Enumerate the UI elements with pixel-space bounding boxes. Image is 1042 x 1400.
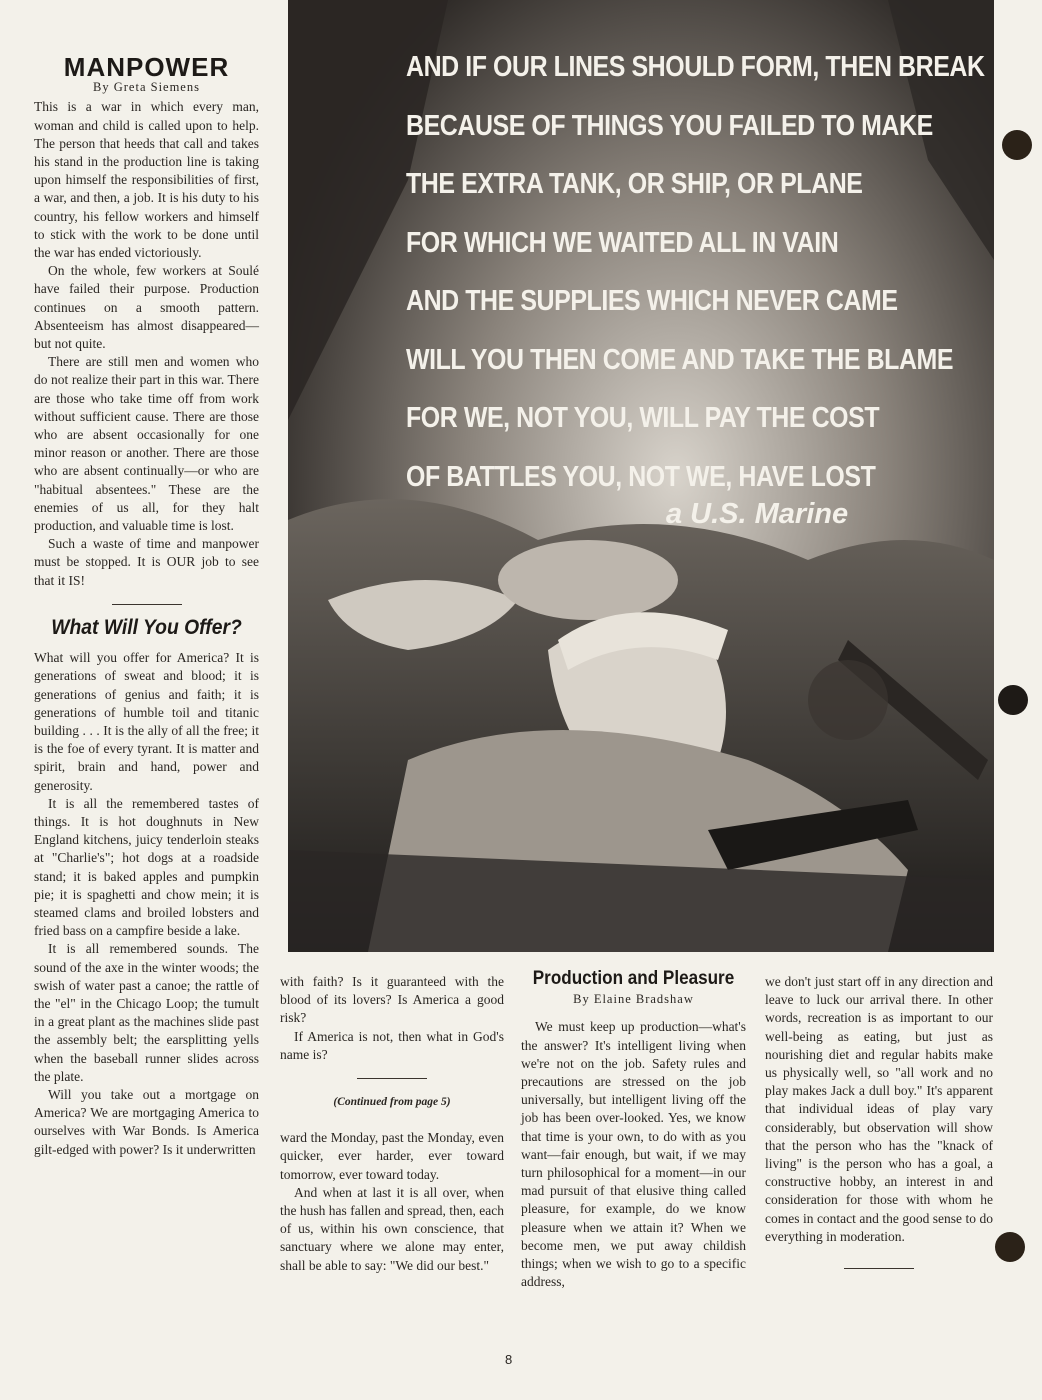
manpower-paragraph: On the whole, few workers at Soulé have failed their purpose. Production continues on a smooth pattern. Absenteeism has almost disappeared—but not quite. bbox=[34, 263, 259, 352]
poem-line: AND THE SUPPLIES WHICH NEVER CAME bbox=[406, 285, 898, 317]
right-column bbox=[765, 973, 993, 1283]
production-column bbox=[521, 970, 746, 1291]
binder-hole bbox=[1002, 130, 1032, 160]
production-title: Production and Pleasure bbox=[532, 968, 735, 989]
manpower-byline: By Greta Siemens bbox=[93, 80, 200, 95]
poem-line: OF BATTLES YOU, NOT WE, HAVE LOST bbox=[406, 460, 876, 493]
continued-label: (Continued from page 5) bbox=[333, 1096, 451, 1109]
offer-title: What Will You Offer? bbox=[51, 615, 242, 639]
offer-paragraph: If America is not, then what in God's name is? bbox=[280, 1028, 504, 1062]
manpower-paragraph: There are still men and women who do not realize their part in this war. There are those who take time off from work without sufficient cause. There are those who are absent occasionally for one minor reason or another. There are those who are absent continually—or who are "habitual absentees." These are the enemies of us all, for they halt production, and valuable time is lost. bbox=[34, 354, 259, 534]
production-paragraph: we don't just start off in any direction and leave to luck our arrival there. In other words, recreation is as important to our well-being as eating, but just as nourishing diet and regular habits make us physically well, so "all work and no play makes Jack a dull boy." It's apparent that individual ideas of play vary considerably, but observation will show that the person who has the "knack of living" is the person who has a goal, a constructive hobby, an interest in and consideration for those with whom he comes in contact and the good sense to do everything in moderation. bbox=[765, 974, 993, 1244]
poem-line: FOR WE, NOT YOU, WILL PAY THE COST bbox=[406, 402, 880, 434]
left-column bbox=[34, 52, 259, 1159]
poem bbox=[406, 38, 985, 506]
continued-paragraph: And when at last it is all over, when the hush has fallen and spread, then, each of us, within his own conscience, that sanctuary where we alone may enter, shall be able to say: "We did our best." bbox=[280, 1184, 504, 1273]
offer-paragraph: It is all remembered sounds. The sound of the axe in the winter woods; the swish of water past a canoe; the rattle of the "el" in the Chicago Loop; the tumult in a great plant as the machines slide past the assembly belt; the earsplitting yells when the baseball runner slides across the plate. bbox=[34, 941, 259, 1084]
middle-column bbox=[280, 973, 504, 1275]
poem-line: FOR WHICH WE WAITED ALL IN VAIN bbox=[406, 226, 839, 259]
poem-line: THE EXTRA TANK, OR SHIP, OR PLANE bbox=[406, 168, 863, 200]
offer-paragraph: It is all the remembered tastes of things. It is hot doughnuts in New England kitchens, juicy tenderloin steaks at "Charlie's"; hot dogs at a roadside stand; it is baked apples and pumpkin pie; it is spaghetti and chow mein; it is steamed clams and broiled lobsters and fried bass on a campfire beside a lake. bbox=[34, 795, 259, 939]
binder-hole bbox=[998, 685, 1028, 715]
production-paragraph: We must keep up production—what's the answer? It's intelligent living when we're not on the job. Safety rules and precautions are stressed on the job universally, but intelligent living off the job has been over-looked. Yes, we know that time is your own, to do with as you want—fair enough, but wait, if we may turn philosophical for a moment—in our mad pursuit of that elusive thing called pleasure, for example, do we know pleasure when we attain it? When we become men, we put away childish things; when we wish to go to a specific address, bbox=[521, 1019, 746, 1290]
offer-paragraph: with faith? Is it guaranteed with the blood of its lovers? Is America a good risk? bbox=[280, 974, 504, 1026]
binder-hole bbox=[995, 1232, 1025, 1262]
section-divider bbox=[844, 1268, 914, 1269]
section-divider bbox=[357, 1078, 427, 1079]
offer-body bbox=[34, 649, 259, 1159]
offer-paragraph: Will you take out a mortgage on America? We are mortgaging America to ourselves with War Bonds. Is America gilt-edged with power? Is it underwritten bbox=[34, 1086, 259, 1157]
poem-line: AND IF OUR LINES SHOULD FORM, THEN BREAK bbox=[406, 51, 985, 83]
poem-signature: a U.S. Marine bbox=[666, 498, 849, 530]
manpower-paragraph: This is a war in which every man, woman and child is called upon to help. The person that heeds that call and takes his stand in the production line is taking upon himself the responsibilities of first, a war, and then, a job. It is his duty to his country, his fellow workers and himself to stick with the work to be done until the war has ended victoriously. bbox=[34, 99, 259, 261]
page-number: 8 bbox=[505, 1352, 513, 1367]
production-byline: By Elaine Bradshaw bbox=[573, 992, 694, 1007]
manpower-body bbox=[34, 98, 259, 589]
poem-line: BECAUSE OF THINGS YOU FAILED TO MAKE bbox=[406, 109, 933, 142]
marine-poster bbox=[288, 0, 994, 952]
offer-paragraph: What will you offer for America? It is generations of sweat and blood; it is generations of genius and faith; it is generations of humble toil and titanic building . . . It is the ally of all the free; it is the foe of every tyrant. It is matter and spirit, brain and hand, power and generosity. bbox=[34, 650, 259, 793]
manpower-paragraph: Such a waste of time and manpower must be stopped. It is OUR job to see that it IS! bbox=[34, 536, 259, 588]
continued-paragraph: ward the Monday, past the Monday, even quicker, ever harder, ever toward tomorrow, ever toward today. bbox=[280, 1130, 504, 1182]
poem-line: WILL YOU THEN COME AND TAKE THE BLAME bbox=[406, 343, 954, 376]
section-divider bbox=[112, 604, 182, 605]
manpower-title: MANPOWER bbox=[63, 52, 230, 82]
